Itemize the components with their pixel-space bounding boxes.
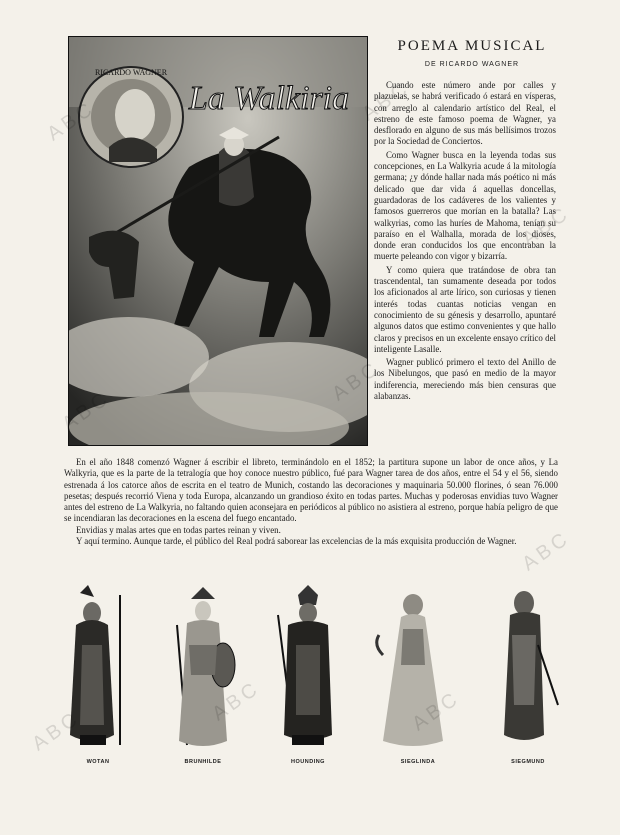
paragraph: En el año 1848 comenzó Wagner á escribir el libreto, terminándolo en el 1852; la partitura supone un labor de once años, y La Walkyria, que es la parte de la tetralogía que hoy conoce nuestro público, fué para Wagner tarea de dos años, entre el 54 y el 56, siendo estrenada á los catorce años de escrita en el teatro de Munich, costando las decoraciones y maquinaria 50.000 florines, ó sean 76.000 pesetas; después recorrió Viena y toda Europa, alcanzando un grandioso éxito en todas partes. Muchas y poderosas envidias tuvo Wagner antes del estreno de La Walkyria, no faltando quien aconsejara en periódicos al público no asistiera al estreno, porque había peligro de que se incendiaran las decoraciones en la escena del fuego encantado. (64, 457, 558, 524)
figure-caption: SIEGMUND (511, 759, 545, 765)
costume-figures (58, 585, 568, 765)
paragraph: Y como quiera que tratándose de obra tan trascendental, tan sumamente deseada por todos los aficionados al arte lírico, son curiosas y tienen interés todas cuantas noticias vengan en conocimiento de su génesis y desarrollo, apuntaré algunos datos que estimo convenientes y que hallo claros y precisos en un excelente ensayo crítico del inteligente Lasalle. (374, 264, 556, 354)
watermark: ABC (208, 676, 265, 726)
paragraph: Y aquí termino. Aunque tarde, el público del Real podrá saborear las excelencias de la más exquisita producción de Wagner. (76, 536, 517, 547)
paragraph: Envidias y malas artes que en todas partes reinan y viven. (76, 524, 281, 535)
hounding-illustration (268, 585, 348, 753)
watermark: ABC (28, 706, 85, 756)
paragraph: Cuando este número ande por calles y plazuelas, se habrá verificado ó estará en vísperas, con arreglo al calendario artístico del Real, el estreno de este famoso poema de Wagner, ya desflorado en alguno de sus más bellísimos trozos por la Sociedad de Conciertos. (374, 80, 556, 147)
figure-hounding (268, 585, 348, 765)
figure-siegmund (488, 585, 568, 765)
watermark: ABC (518, 526, 575, 576)
portrait-caption: RICARDO WAGNER (94, 68, 168, 77)
full-width-text (64, 457, 558, 547)
figure-caption: HOUNDING (291, 759, 325, 765)
watermark: ABC (518, 201, 575, 251)
figure-sieglinda (373, 585, 463, 765)
figure-caption: BRUNHILDE (184, 759, 222, 765)
figure-caption: WOTAN (86, 759, 110, 765)
right-column-text (374, 80, 556, 404)
valkyrie-engraving (69, 37, 367, 445)
figure-caption: SIEGLINDA (400, 759, 436, 765)
paragraph: Como Wagner busca en la leyenda todas sus concepciones, en La Walkyria acude á la mitología germana; ¿y dónde hallar nada más poético ni más delicado que dar vida á aquellas doncellas, guardadoras de los cadáveres de los valientes y famosos guerreros que morían en la batalla? Las walkyrias, como las huríes de Mahoma, tenían su paraíso en el Walhalla, morada de los dioses, donde eran conducidos los que encontraban la muerte peleando con vigor y bizarría. (374, 149, 556, 262)
article-byline: DE RICARDO WAGNER (424, 61, 520, 68)
figure-brunhilde (163, 585, 243, 765)
sieglinda-illustration (373, 585, 463, 753)
siegmund-illustration (488, 585, 568, 753)
watermark: ABC (358, 76, 415, 126)
article-title: POEMA MUSICAL (397, 38, 547, 54)
illustration-title: La Walkiria (188, 80, 350, 117)
valkyrie-illustration (68, 36, 368, 446)
figure-wotan (58, 585, 138, 765)
paragraph: Wagner publicó primero el texto del Anillo de los Nibelungos, que pasó en medio de la mayor indiferencia, mereciendo más bien censuras que alabanzas. (374, 357, 556, 402)
brunhilde-illustration (163, 585, 243, 753)
wotan-illustration (58, 585, 138, 753)
